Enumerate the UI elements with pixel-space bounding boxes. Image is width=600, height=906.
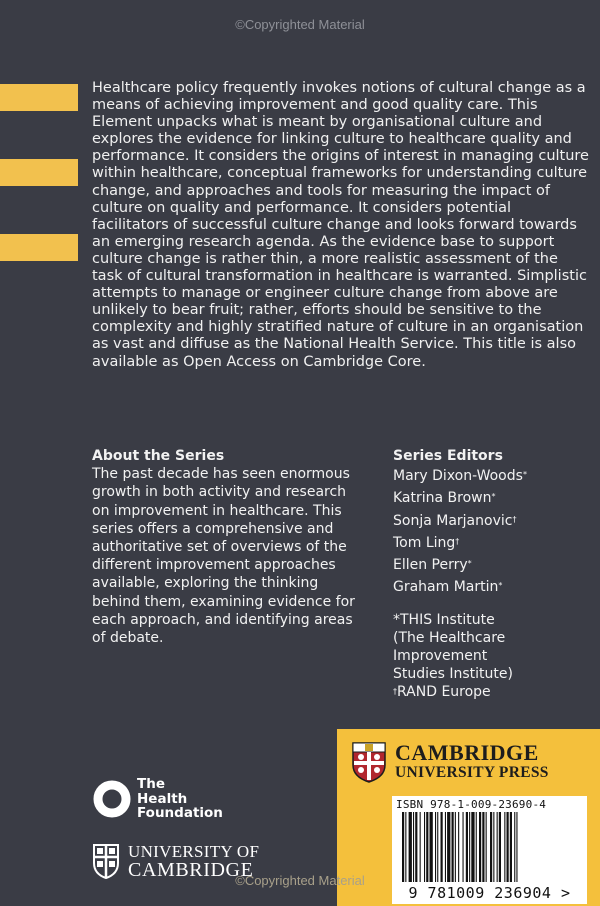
health-foundation-line3: Foundation bbox=[137, 805, 223, 821]
editor-affiliations bbox=[393, 611, 593, 701]
university-line1: UNIVERSITY OF bbox=[128, 842, 260, 861]
health-foundation-ring-icon bbox=[92, 779, 132, 819]
series-editors-heading: Series Editors bbox=[393, 448, 503, 464]
accent-stripe-2 bbox=[0, 159, 78, 186]
editor-item: Sonja Marjanovic† bbox=[393, 512, 517, 529]
press-name-line2: UNIVERSITY PRESS bbox=[395, 764, 549, 781]
accent-stripe-1 bbox=[0, 84, 78, 111]
accent-stripe-3 bbox=[0, 234, 78, 261]
health-foundation-line1: The bbox=[137, 776, 165, 792]
editor-list bbox=[393, 465, 593, 599]
barcode-digits: 9 781009 236904 > bbox=[408, 884, 571, 902]
editor-item: Ellen Perry* bbox=[393, 557, 472, 574]
cambridge-press-logo bbox=[351, 741, 549, 783]
about-series-section bbox=[92, 447, 362, 647]
watermark-bottom: ©Copyrighted Material bbox=[235, 873, 365, 888]
cambridge-crest-icon bbox=[351, 741, 387, 783]
series-editors-section bbox=[393, 447, 593, 701]
about-series-heading: About the Series bbox=[92, 448, 225, 464]
editor-item: Graham Martin* bbox=[393, 579, 503, 596]
editor-item: Katrina Brown* bbox=[393, 490, 496, 507]
about-series-text: The past decade has seen enormous growth in both activity and research on improvement in healthcare. This series offers a comprehensive and authoritative set of overviews of the different improvement approaches available, exploring the thinking behind them, examining evidence for each approach, and identifying areas of debate. bbox=[92, 466, 355, 647]
affiliation-this-institute: *THIS Institute (The Healthcare Improvement Studies Institute) bbox=[393, 611, 513, 682]
isbn-label: ISBN 978-1-009-23690-4 bbox=[396, 798, 547, 811]
book-blurb: Healthcare policy frequently invokes notions of cultural change as a means of achieving improvement and good quality care. This Element unpacks what is meant by organisational culture and explores the evidence for linking culture to healthcare quality and performance. It considers the origins of interest in managing culture within healthcare, conceptual frameworks for understanding culture change, and approaches and tools for measuring the impact of culture on quality and performance. It considers potential facilitators of successful culture change and looks forward towards an emerging research agenda. As the evidence base to support culture change is rather thin, a more realistic assessment of the task of cultural transformation in healthcare is warranted. Simplistic attempts to manage or engineer culture change from above are unlikely to bear fruit; rather, efforts should be sensitive to the complexity and highly stratified nature of culture in an organisation as vast and diffuse as the National Health Service. This title is also available as Open Access on Cambridge Core. bbox=[92, 80, 589, 370]
health-foundation-logo bbox=[92, 777, 223, 821]
watermark-top: ©Copyrighted Material bbox=[235, 17, 365, 32]
press-name-line1: CAMBRIDGE bbox=[395, 740, 539, 765]
affiliation-rand: †RAND Europe bbox=[393, 683, 491, 700]
health-foundation-line2: Health bbox=[137, 790, 188, 807]
editor-item: Tom Ling† bbox=[393, 534, 460, 551]
university-line2: CAMBRIDGE bbox=[128, 859, 254, 881]
editor-item: Mary Dixon-Woods* bbox=[393, 468, 527, 484]
